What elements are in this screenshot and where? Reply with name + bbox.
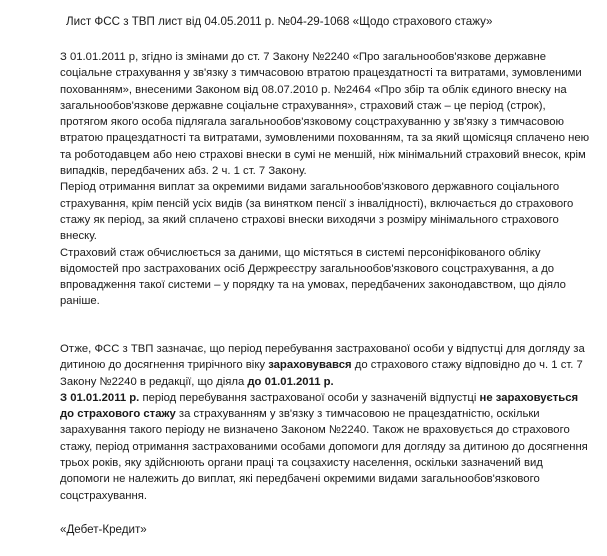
text-run: період перебування застрахованої особи у зазначеній відпустці [139, 391, 480, 404]
text-run: до страхового стажу відповідно до ч. 1 ст. 7 Закону №2240 в редакції, що діяла [60, 359, 583, 388]
paragraph-after-2011 [60, 390, 590, 504]
section-conclusion [60, 341, 590, 504]
emphasis-date: до 01.01.2011 р. [247, 375, 334, 388]
section-definition [60, 49, 590, 310]
paragraph-benefit-periods: Період отримання виплат за окремими видами загальнообов'язкового державного соціального страхування, крім пенсій усіх видів (за винятком пенсії з інвалідності), включається до страхового стажу як період, за який сплачено страхові внески виходячи з розміру мінімального страхового внеску. [60, 181, 574, 243]
text-run: Отже, ФСС з ТВП зазначає, що період перебування застрахованої особи у відпустці для догляду за дитиною до досягнення трирічного віку [60, 343, 585, 372]
paragraph-definition: З 01.01.2011 р, згідно із змінами до ст. 7 Закону №2240 «Про загальнообов'язкове державне соціальне страхування у зв'язку з тимчасовою втратою працездатності та витратами, зумовленими похованням», внесеними Законом від 08.07.2010 р. №2464 «Про збір та облік єдиного внеску на загальнообов'язкове державне соціальне страхування», страховий стаж – це період (строк), протягом якого особа підлягала загальнообов'язковому соцстрахуванню у зв'язку з тимчасовою втратою працездатності та витратами, зумовленими похованням, та за який щомісяця сплачено нею та роботодавцем або нею страхові внески в сумі не меншій, ніж мінімальний страховий внесок, крім випадків, передбачених абз. 2 ч. 1 ст. 7 Закону. [60, 51, 590, 178]
source-attribution: «Дебет-Кредит» [60, 523, 147, 536]
emphasis-not-counted: не зараховується до страхового стажу [60, 391, 579, 421]
paragraph-calculation: Страховий стаж обчислюється за даними, що містяться в системі персоніфікованого обліку відомостей про застрахованих осіб Держреєстру загальнообов'язкового соцстрахування, а до впровадження такої системи – у порядку та на умовах, передбачених законодавством, що діяло раніше. [60, 246, 566, 308]
emphasis-counted: зараховувався [268, 359, 352, 372]
text-run: за страхуванням у зв'язку з тимчасовою не працездатністю, оскільки зарахування такого періоду не визначено Законом №2240. Також не враховується до страхового стажу, період отримання застрахованими особами допомоги для догляду за дитиною до досягнення трьох років, яку здійснюють органи праці та соцзахисту населення, оскільки зазначений вид допомоги не належить до виплат, які передбачені окремими видами загальнообов'язкового соцстрахування. [60, 408, 588, 502]
emphasis-start-date: З 01.01.2011 р. [60, 391, 140, 404]
document-title: Лист ФСС з ТВП лист від 04.05.2011 р. №04-29-1068 «Щодо страхового стажу» [66, 15, 493, 28]
paragraph-before-2011 [60, 341, 590, 390]
